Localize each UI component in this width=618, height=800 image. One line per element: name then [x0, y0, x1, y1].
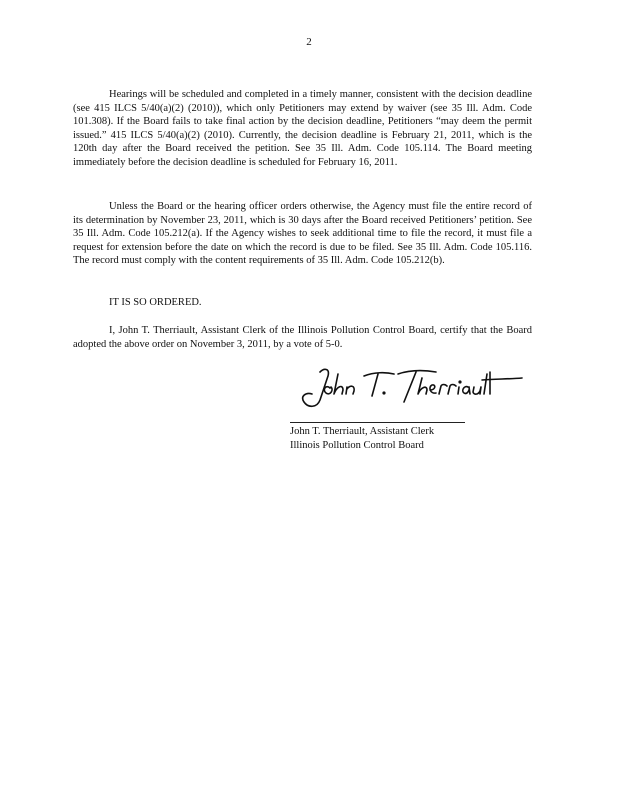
page-number: 2 [306, 36, 312, 48]
so-ordered-paragraph: IT IS SO ORDERED. [109, 297, 202, 308]
signature-line [290, 422, 465, 423]
signature-block [290, 362, 540, 452]
record-paragraph: Unless the Board or the hearing officer orders otherwise, the Agency must file the entire record of its determination by November 23, 2011, which is 30 days after the Board received Petitioners’ petition. See 35 Ill. Adm. Code 105.212(a). If the Agency wishes to seek additional time to file the record, it must file a request for extension before the date on which the record is due to be filed. See 35 Ill. Adm. Code 105.116. The record must comply with the content requirements of 35 Ill. Adm. Code 105.212(b). [73, 201, 532, 267]
handwritten-signature [290, 362, 530, 414]
signer-organization: Illinois Pollution Control Board [290, 439, 424, 451]
signer-name: John T. Therriault, Assistant Clerk [290, 426, 435, 437]
hearings-paragraph: Hearings will be scheduled and completed in a timely manner, consistent with the decision deadline (see 415 ILCS 5/40(a)(2) (2010)), which only Petitioners may extend by waiver (see 35 Ill. Adm. Code 101.308). If the Board fails to take final action by the decision deadline, Petitioners “may deem the permit issued.” 415 ILCS 5/40(a)(2) (2010). Currently, the decision deadline is February 21, 2011, which is the 120th day after the Board received the petition. See 35 Ill. Adm. Code 105.114. The Board meeting immediately before the decision deadline is scheduled for February 16, 2011. [73, 89, 532, 168]
certification-paragraph: I, John T. Therriault, Assistant Clerk of the Illinois Pollution Control Board, certify that the Board adopted the above order on November 3, 2011, by a vote of 5-0. [73, 325, 532, 350]
